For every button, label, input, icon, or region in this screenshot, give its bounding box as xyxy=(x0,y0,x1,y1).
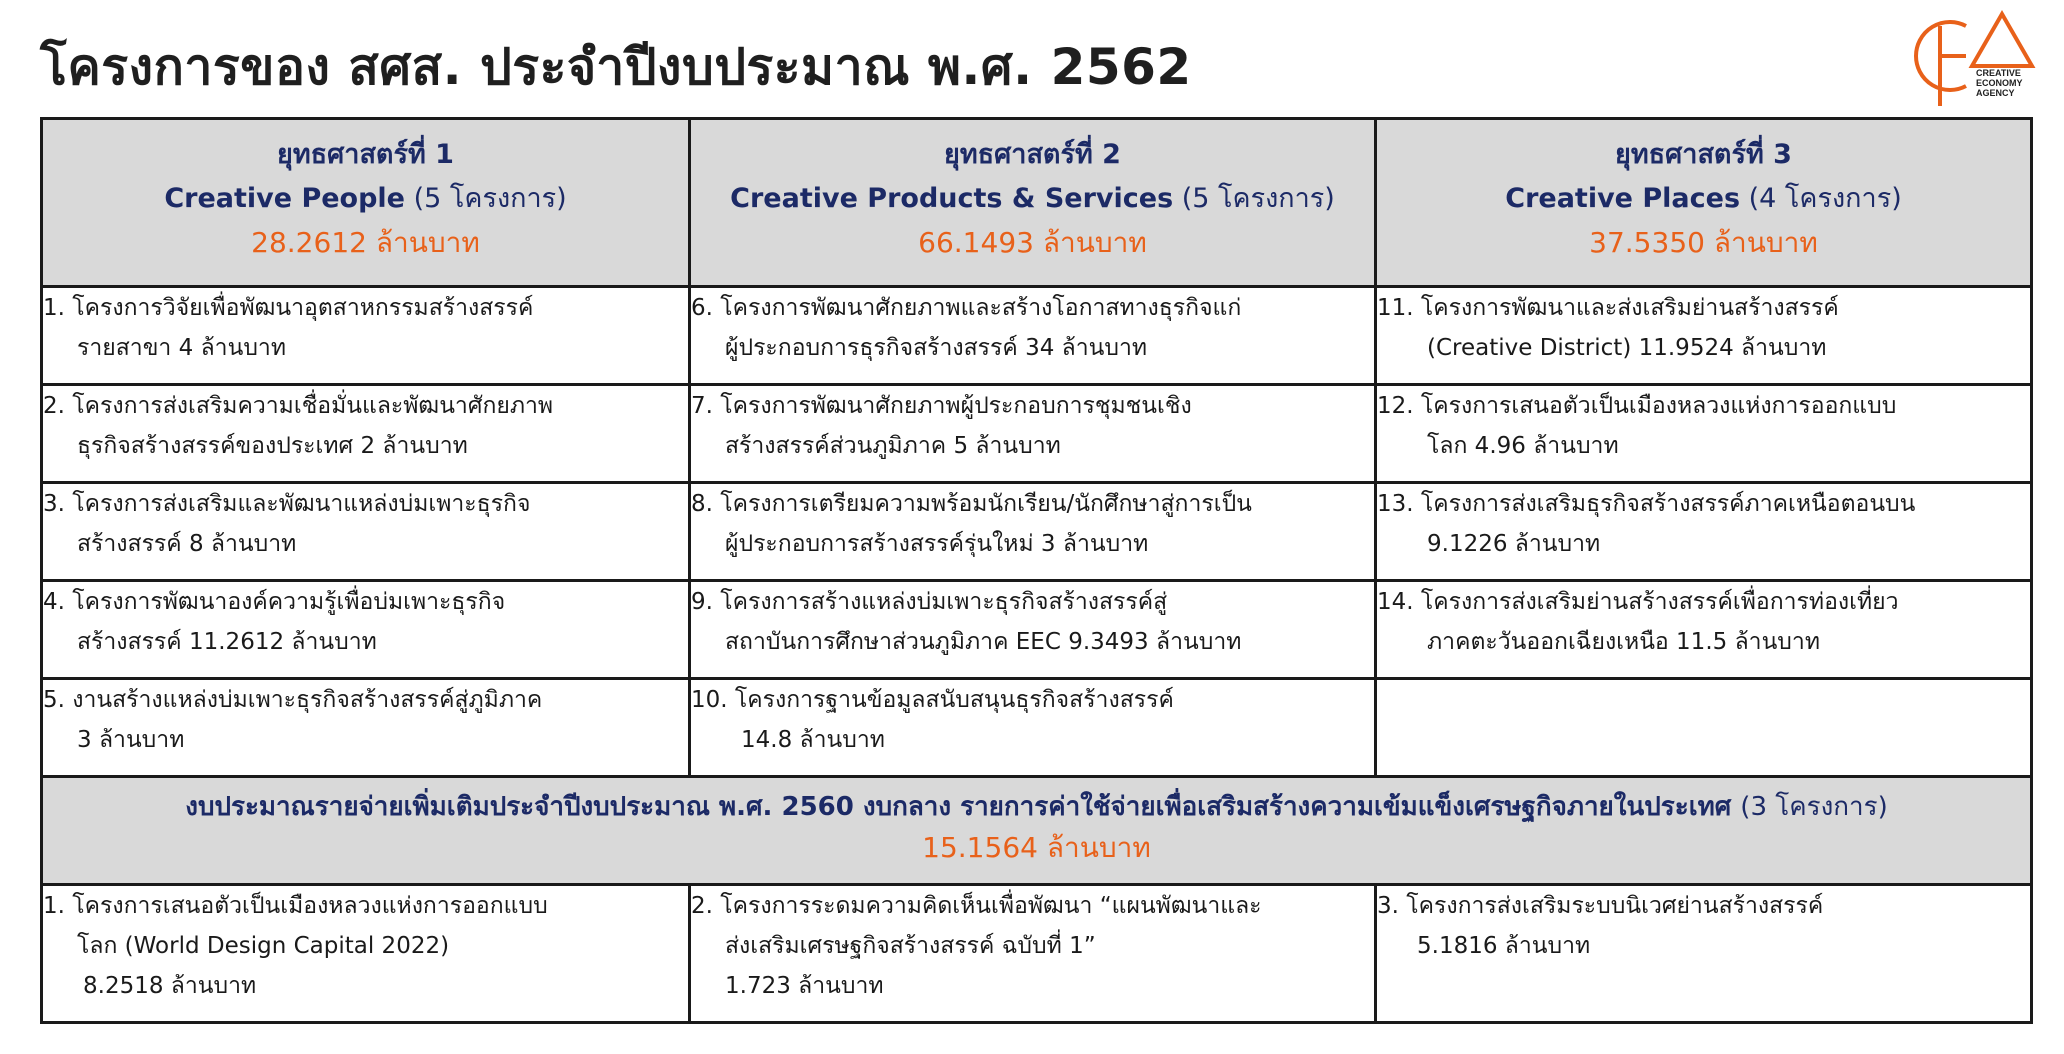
table-row xyxy=(42,581,2032,679)
extra-project-cell xyxy=(42,885,690,1023)
project-cell xyxy=(42,679,690,777)
project-line-1: 2. โครงการระดมความคิดเห็นเพื่อพัฒนา “แผนพัฒนาและ xyxy=(691,893,1262,919)
project-cell xyxy=(1376,287,2032,385)
project-cell xyxy=(690,581,1376,679)
project-line-2: ส่งเสริมเศรษฐกิจสร้างสรรค์ ฉบับที่ 1” xyxy=(725,933,1096,959)
project-line-1: 14. โครงการส่งเสริมย่านสร้างสรรค์เพื่อการท่องเที่ยว xyxy=(1377,589,1899,615)
project-line-2: (Creative District) 11.9524 ล้านบาท xyxy=(1427,335,1827,361)
project-line-2: สร้างสรรค์ส่วนภูมิภาค 5 ล้านบาท xyxy=(725,433,1061,459)
project-line-2: ภาคตะวันออกเฉียงเหนือ 11.5 ล้านบาท xyxy=(1427,629,1820,655)
projects-table xyxy=(40,117,2033,1024)
extra-budget-title-line xyxy=(43,786,2030,828)
project-cell xyxy=(42,483,690,581)
strategy-name-line xyxy=(1377,174,2030,224)
project-line-1: 10. โครงการฐานข้อมูลสนับสนุนธุรกิจสร้างสรรค์ xyxy=(691,687,1174,713)
project-line-2: ธุรกิจสร้างสรรค์ของประเทศ 2 ล้านบาท xyxy=(77,433,468,459)
project-line-2: รายสาขา 4 ล้านบาท xyxy=(77,335,286,361)
strategy-name: Creative People xyxy=(164,183,405,214)
strategy-count: (5 โครงการ) xyxy=(1181,183,1335,214)
project-line-2: 5.1816 ล้านบาท xyxy=(1417,933,1591,959)
strategy-name: Creative Places xyxy=(1505,183,1741,214)
project-cell xyxy=(690,483,1376,581)
project-cell xyxy=(690,679,1376,777)
project-line-1: 3. โครงการส่งเสริมระบบนิเวศย่านสร้างสรรค์ xyxy=(1377,893,1824,919)
project-line-1: 2. โครงการส่งเสริมความเชื่อมั่นและพัฒนาศักยภาพ xyxy=(43,393,554,419)
project-line-2: 9.1226 ล้านบาท xyxy=(1427,531,1601,557)
strategy-count: (4 โครงการ) xyxy=(1748,183,1902,214)
project-line-2: ผู้ประกอบการสร้างสรรค์รุ่นใหม่ 3 ล้านบาท xyxy=(725,531,1149,557)
project-line-2: 14.8 ล้านบาท xyxy=(741,727,885,753)
logo-text-content: CREATIVE ECONOMY AGENCY xyxy=(1976,68,2023,98)
project-line-1: 12. โครงการเสนอตัวเป็นเมืองหลวงแห่งการออกแบบ xyxy=(1377,393,1897,419)
project-cell xyxy=(1376,385,2032,483)
project-cell xyxy=(690,385,1376,483)
logo-text xyxy=(1976,68,2023,98)
empty-cell xyxy=(1376,679,2032,777)
strategy-count: (5 โครงการ) xyxy=(413,183,567,214)
project-line-2: 3 ล้านบาท xyxy=(77,727,185,753)
project-line-1: 6. โครงการพัฒนาศักยภาพและสร้างโอกาสทางธุรกิจแก่ xyxy=(691,295,1242,321)
extra-budget-count: (3 โครงการ) xyxy=(1740,792,1888,822)
strategy-label: ยุทธศาสตร์ที่ 3 xyxy=(1615,139,1792,170)
table-row xyxy=(42,385,2032,483)
project-line-1: 11. โครงการพัฒนาและส่งเสริมย่านสร้างสรรค์ xyxy=(1377,295,1839,321)
cea-logo xyxy=(1906,8,2046,108)
strategy-amount: 37.5350 ล้านบาท xyxy=(1589,226,1818,259)
project-cell xyxy=(1376,581,2032,679)
project-line-3: 1.723 ล้านบาท xyxy=(725,973,884,999)
project-line-2: ผู้ประกอบการธุรกิจสร้างสรรค์ 34 ล้านบาท xyxy=(725,335,1148,361)
project-line-2: โลก (World Design Capital 2022) xyxy=(77,933,450,959)
project-line-1: 8. โครงการเตรียมความพร้อมนักเรียน/นักศึกษาสู่การเป็น xyxy=(691,491,1252,517)
extra-project-cell xyxy=(1376,885,2032,1023)
page-title: โครงการของ สศส. ประจำปีงบประมาณ พ.ศ. 2562 xyxy=(40,38,1192,96)
project-line-2: สร้างสรรค์ 11.2612 ล้านบาท xyxy=(77,629,377,655)
project-line-1: 3. โครงการส่งเสริมและพัฒนาแหล่งบ่มเพาะธุรกิจ xyxy=(43,491,531,517)
project-line-2: สร้างสรรค์ 8 ล้านบาท xyxy=(77,531,297,557)
strategy-amount: 28.2612 ล้านบาท xyxy=(251,226,480,259)
strategy-name: Creative Products & Services xyxy=(730,183,1174,214)
extra-budget-title: งบประมาณรายจ่ายเพิ่มเติมประจำปีงบประมาณ พ.ศ. 2560 งบกลาง รายการค่าใช้จ่ายเพื่อเสริมสร้างความเข้มแข็งเศรษฐกิจภายในประเทศ xyxy=(185,792,1732,822)
table-row xyxy=(42,885,2032,1023)
project-line-2: โลก 4.96 ล้านบาท xyxy=(1427,433,1619,459)
project-line-1: 1. โครงการวิจัยเพื่อพัฒนาอุตสาหกรรมสร้างสรรค์ xyxy=(43,295,534,321)
project-cell xyxy=(690,287,1376,385)
project-line-1: 7. โครงการพัฒนาศักยภาพผู้ประกอบการชุมชนเชิง xyxy=(691,393,1192,419)
strategy-name-line xyxy=(43,174,688,224)
extra-project-cell xyxy=(690,885,1376,1023)
project-line-1: 5. งานสร้างแหล่งบ่มเพาะธุรกิจสร้างสรรค์สู่ภูมิภาค xyxy=(43,687,543,713)
extra-budget-header-row xyxy=(42,777,2032,885)
table-row xyxy=(42,483,2032,581)
project-line-1: 1. โครงการเสนอตัวเป็นเมืองหลวงแห่งการออกแบบ xyxy=(43,893,548,919)
strategy-label: ยุทธศาสตร์ที่ 1 xyxy=(277,139,454,170)
project-line-2: สถาบันการศึกษาส่วนภูมิภาค EEC 9.3493 ล้านบาท xyxy=(725,629,1242,655)
strategy-1-header xyxy=(42,119,690,287)
project-cell xyxy=(42,581,690,679)
project-cell xyxy=(42,287,690,385)
project-line-1: 9. โครงการสร้างแหล่งบ่มเพาะธุรกิจสร้างสรรค์สู่ xyxy=(691,589,1168,615)
project-line-3: 8.2518 ล้านบาท xyxy=(83,973,257,999)
project-cell xyxy=(42,385,690,483)
table-row xyxy=(42,287,2032,385)
project-cell xyxy=(1376,483,2032,581)
extra-budget-header xyxy=(42,777,2032,885)
project-line-1: 4. โครงการพัฒนาองค์ความรู้เพื่อบ่มเพาะธุรกิจ xyxy=(43,589,506,615)
strategy-name-line xyxy=(691,174,1374,224)
extra-budget-amount: 15.1564 ล้านบาท xyxy=(922,831,1151,864)
strategy-2-header xyxy=(690,119,1376,287)
strategy-amount: 66.1493 ล้านบาท xyxy=(918,226,1147,259)
strategy-header-row xyxy=(42,119,2032,287)
strategy-label: ยุทธศาสตร์ที่ 2 xyxy=(944,139,1121,170)
project-line-1: 13. โครงการส่งเสริมธุรกิจสร้างสรรค์ภาคเหนือตอนบน xyxy=(1377,491,1916,517)
strategy-3-header xyxy=(1376,119,2032,287)
table-row xyxy=(42,679,2032,777)
